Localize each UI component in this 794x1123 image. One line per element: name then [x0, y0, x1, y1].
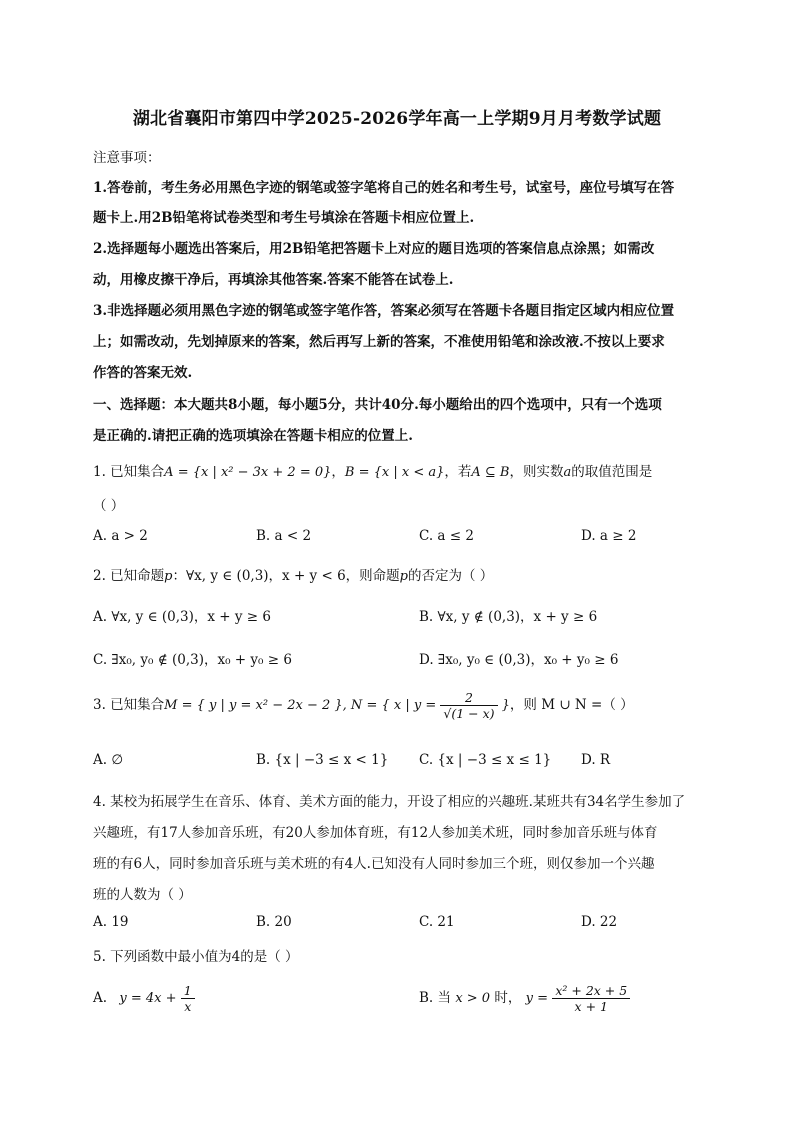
question-4-line-3: 班的有6人，同时参加音乐班与美术班的有4人.已知没有人同时参加三个班，则仅参加一个兴趣 — [93, 856, 655, 872]
q1-option-a: A. a > 2 — [93, 528, 148, 544]
q3-stem-b: ，则 M ∪ N =（ ） — [509, 697, 634, 713]
q5-option-b-numerator: x² + 2x + 5 — [552, 983, 630, 999]
q4-option-d: D. 22 — [581, 914, 618, 930]
q2-option-d: D. ∃x₀, y₀ ∈ (0,3)，x₀ + y₀ ≥ 6 — [419, 652, 619, 668]
q3-option-a: A. ∅ — [93, 752, 124, 768]
q1-stem-a: 1. 已知集合 — [93, 464, 165, 480]
page-title: 湖北省襄阳市第四中学2025-2026学年高一上学期9月月考数学试题 — [132, 109, 662, 129]
section-1-line-1: 一、选择题：本大题共8小题，每小题5分，共计40分.每小题给出的四个选项中，只有一个选项 — [93, 397, 662, 413]
q3-option-b: B. {x | −3 ≤ x < 1} — [256, 752, 389, 768]
notice-item-2-line-1: 2.选择题每小题选出答案后，用2B铅笔把答题卡上对应的题目选项的答案信息点涂黑；如需改 — [93, 241, 655, 257]
q5-option-b-fraction — [552, 983, 630, 1014]
notice-item-3-line-1: 3.非选择题必须用黑色字迹的钢笔或签字笔作答，答案必须写在答题卡各题目指定区域内相应位置 — [93, 303, 675, 319]
q2-option-b: B. ∀x, y ∉ (0,3)，x + y ≥ 6 — [419, 609, 598, 625]
q3-fraction — [440, 690, 497, 721]
q1-stem-b: ，则实数 — [509, 464, 564, 480]
q3-set-m-n: M = { y | y = x² − 2x − 2 }, N = { x | y = — [164, 698, 441, 713]
q5-option-a-numerator: 1 — [181, 983, 195, 999]
notice-item-1-line-2: 题卡上.用2B铅笔将试卷类型和考生号填涂在答题卡相应位置上. — [93, 210, 475, 226]
q2-stem-a: 2. 已知命题 — [93, 568, 165, 584]
q4-option-a: A. 19 — [93, 914, 129, 930]
q3-stem-a: 3. 已知集合 — [93, 697, 165, 713]
q5-option-b-mid: 时， — [494, 990, 522, 1006]
q1-set-a: A = {x | x² − 3x + 2 = 0} — [164, 465, 332, 480]
q5-option-a — [93, 983, 195, 1014]
q1-sep-1: ， — [331, 464, 345, 480]
question-1-answer-paren: （ ） — [93, 498, 125, 514]
q2-proposition-p-2: p — [399, 569, 408, 584]
q2-stem-c: 的否定为（ ） — [408, 568, 494, 584]
q2-proposition-p: p — [164, 569, 173, 584]
q1-variable: a — [563, 465, 572, 480]
section-1-line-2: 是正确的.请把正确的选项填涂在答题卡相应的位置上. — [93, 428, 413, 444]
q1-option-c: C. a ≤ 2 — [419, 528, 474, 544]
q2-stem-b: ：∀x, y ∈ (0,3)，x + y < 6，则命题 — [172, 568, 400, 584]
q2-option-c: C. ∃x₀, y₀ ∉ (0,3)，x₀ + y₀ ≥ 6 — [93, 652, 292, 668]
question-4-line-4: 班的人数为（ ） — [93, 887, 192, 903]
question-1-stem — [93, 460, 652, 480]
q3-fraction-denominator: √(1 − x) — [443, 706, 495, 721]
question-3-stem — [93, 690, 634, 721]
notice-item-3-line-2: 上；如需改动，先划掉原来的答案，然后再写上新的答案，不准使用铅笔和涂改液.不按以上要求 — [93, 334, 665, 350]
q1-stem-c: 的取值范围是 — [571, 464, 653, 480]
q4-option-c: C. 21 — [419, 914, 455, 930]
q3-option-c: C. {x | −3 ≤ x ≤ 1} — [419, 752, 552, 768]
notice-item-2-line-2: 动，用橡皮擦干净后，再填涂其他答案.答案不能答在试卷上. — [93, 272, 454, 288]
q5-option-b-condition: x > 0 — [455, 991, 491, 1006]
notice-item-1-line-1: 1.答卷前，考生务必用黑色字迹的钢笔或签字笔将自己的姓名和考生号，试室号，座位号填写在答 — [93, 180, 675, 196]
q3-set-close: } — [497, 698, 510, 713]
q5-option-b-denominator: x + 1 — [574, 999, 608, 1014]
q1-option-d: D. a ≥ 2 — [581, 528, 637, 544]
q3-fraction-numerator: 2 — [440, 690, 497, 706]
q2-option-a: A. ∀x, y ∈ (0,3)，x + y ≥ 6 — [93, 609, 271, 625]
question-2-stem — [93, 564, 493, 584]
q5-option-a-label: A. — [93, 990, 108, 1006]
q5-option-b-label: B. 当 — [419, 990, 452, 1006]
notice-heading: 注意事项： — [93, 150, 161, 166]
q1-sep-2: ，若 — [444, 464, 472, 480]
q5-option-a-expression: y = 4x + — [119, 991, 177, 1006]
q5-option-b — [419, 983, 630, 1014]
q1-condition: A ⊆ B — [471, 465, 510, 480]
question-4-line-1: 4. 某校为拓展学生在音乐、体育、美术方面的能力，开设了相应的兴趣班.某班共有34名学生参加了 — [93, 794, 686, 810]
q3-option-d: D. R — [581, 752, 611, 768]
question-5-stem: 5. 下列函数中最小值为4的是（ ） — [93, 949, 299, 965]
notice-item-3-line-3: 作答的答案无效. — [93, 365, 193, 381]
q5-option-a-denominator: x — [184, 999, 192, 1014]
q1-set-b: B = {x | x < a} — [344, 465, 445, 480]
q4-option-b: B. 20 — [256, 914, 292, 930]
question-4-line-2: 兴趣班，有17人参加音乐班，有20人参加体育班，有12人参加美术班，同时参加音乐班与体育 — [93, 825, 658, 841]
q5-option-a-fraction — [181, 983, 195, 1014]
q1-option-b: B. a < 2 — [256, 528, 312, 544]
q5-option-b-expression: y = — [525, 991, 549, 1006]
